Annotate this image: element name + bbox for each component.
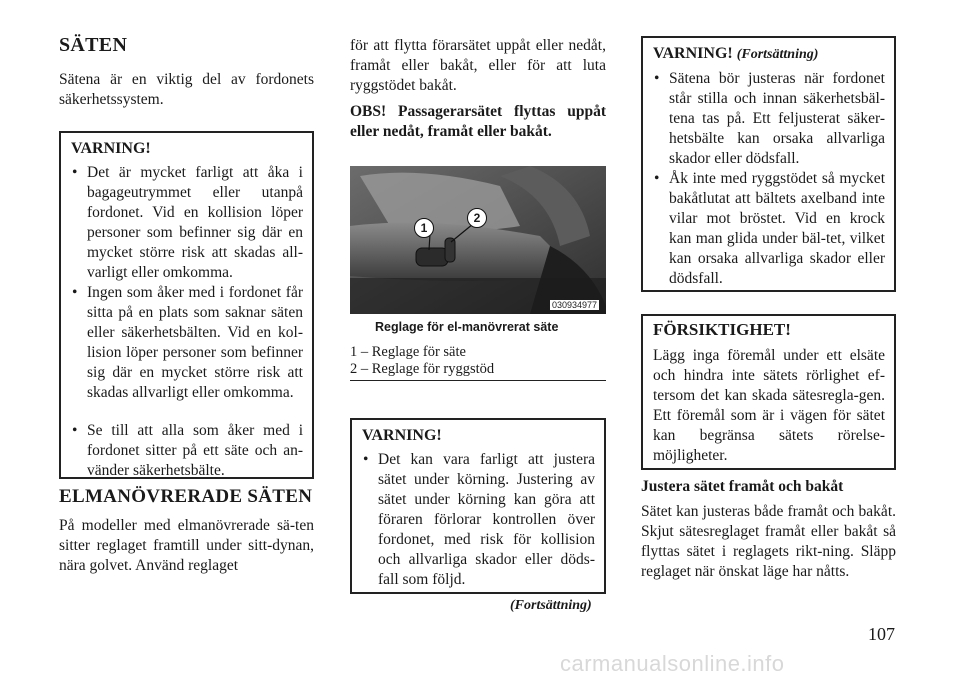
section-heading-elmanovrerade: ELMANÖVRERADE SÄTEN <box>59 486 313 507</box>
page-number: 107 <box>868 624 895 644</box>
body-paragraph: Sätet kan justeras både framåt och bakåt. Skjut sätesreglaget framåt eller bakåt så flyttas sätet i reglagets rikt-ning. Släpp reglaget när önskat läge har nåtts. <box>641 503 896 580</box>
legend-item-1: 1 – Reglage för säte <box>350 344 466 360</box>
figure-legend <box>350 344 606 378</box>
caution-box <box>641 314 896 470</box>
warning-title <box>653 44 885 65</box>
seat-illustration <box>350 166 606 314</box>
note-paragraph: OBS! Passagerarsätet flyttas uppåt eller nedåt, framåt eller bakåt. <box>350 103 606 140</box>
warning-item: • Åk inte med ryggstödet så mycket bakåtlutat att bältets axelband inte vilar mot bröstet. Vid en krock kan man glida under bäl-tet, vilket kan orsaka allvarliga skador eller dödsfall. <box>653 169 885 289</box>
warning-item: • Det är mycket farligt att åka i bagageutrymmet eller utanpå fordonet. Vid en kollision löper personer som befinner sig där en mycket större risk att skadas all-varligt eller omkomma. <box>71 163 303 283</box>
continued-label: (Fortsättning) <box>510 598 592 613</box>
warning-item: • Sätena bör justeras när fordonet står stilla och innan säkerhetsbäl-tena tas på. Ett feljusterat säker-hetsbälte kan orsaka allvarliga skador eller dödsfall. <box>653 69 885 169</box>
seat-control-figure <box>350 166 606 314</box>
warning-title-text: VARNING! <box>653 45 733 62</box>
warning-title: VARNING! <box>362 427 442 444</box>
watermark: carmanualsonline.info <box>560 651 785 676</box>
warning-list <box>653 69 885 289</box>
caution-text: Lägg inga föremål under ett elsäte och hindra inte sätets rörlighet ef-tersom det kan skada sätesregla-gen. Ett föremål som är i vägen för sätet kan begränsa sätets rörelse-möjligheter. <box>653 347 885 464</box>
legend-rule <box>350 380 606 381</box>
warning-box-3 <box>641 36 896 292</box>
warning-item: • Det kan vara farligt att justera sätet under körning. Justering av sätet under körning kan göra att föraren förlorar kontrollen över fordonet, med risk för kollision och allvarliga skador eller döds-fall som följd. <box>362 450 595 590</box>
callout-1-marker: 1 <box>414 218 434 238</box>
subheading: Justera sätet framåt och bakåt <box>641 478 844 495</box>
body-paragraph: På modeller med elmanövrerade sä-ten sitter reglaget framtill under sitt-dynan, nära golvet. Använd reglaget <box>59 517 314 574</box>
caution-title: FÖRSIKTIGHET! <box>653 320 791 339</box>
warning-item: • Se till att alla som åker med i fordonet sitter på ett säte och an-vänder säkerhetsbälte. <box>71 421 303 481</box>
legend-item-2: 2 – Reglage för ryggstöd <box>350 361 495 377</box>
warning-box-1 <box>59 131 314 479</box>
body-paragraph: för att flytta förarsätet uppåt eller nedåt, framåt eller bakåt, eller för att luta ryggstödet bakåt. <box>350 37 606 94</box>
section-heading-saten: SÄTEN <box>59 34 128 56</box>
figure-caption: Reglage för el-manövrerat säte <box>375 320 559 334</box>
warning-list <box>71 163 303 481</box>
warning-title: VARNING! <box>71 140 151 157</box>
intro-paragraph: Sätena är en viktig del av fordonets säkerhetssystem. <box>59 71 314 108</box>
warning-box-2 <box>350 418 606 594</box>
callout-2-marker: 2 <box>467 208 487 228</box>
warning-list <box>362 450 595 590</box>
figure-code: 030934977 <box>552 300 598 310</box>
warning-item: • Ingen som åker med i fordonet får sitta på en plats som saknar säten eller säkerhetsbälten. Vid en kol-lision löper personer som befinner sig där en mycket större risk att skadas allvarligt eller omkomma. <box>71 283 303 403</box>
warning-title-continued: (Fortsättning) <box>736 47 819 62</box>
